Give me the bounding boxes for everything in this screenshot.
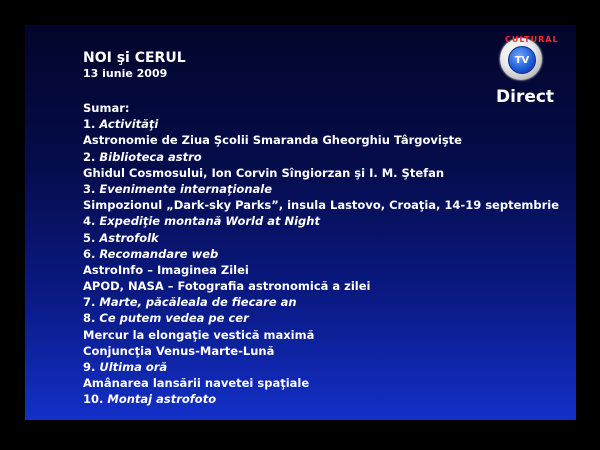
summary-section-item xyxy=(83,149,553,165)
logo-text: TV xyxy=(514,54,530,66)
section-number: 8. xyxy=(83,311,96,326)
section-number: 2. xyxy=(83,149,96,164)
section-number: 9. xyxy=(83,360,96,374)
section-label: Evenimente internaţionale xyxy=(99,181,273,196)
summary-detail-item: Conjuncţia Venus-Marte-Lună xyxy=(83,343,275,358)
section-number: 1. xyxy=(83,117,96,132)
section-label: Biblioteca astro xyxy=(99,149,202,164)
summary-section-item xyxy=(83,359,553,375)
summary-detail-item: Mercur la elongaţie vestică maximă xyxy=(83,327,315,342)
show-title: NOI şi CERUL xyxy=(83,50,186,66)
logo-brand-text: CULTURAL xyxy=(505,35,559,44)
section-label: Ce putem vedea pe cer xyxy=(99,311,249,326)
summary-section-item xyxy=(83,230,553,246)
tv-globe-icon xyxy=(508,46,536,74)
summary-items xyxy=(83,116,560,407)
section-number: 3. xyxy=(83,181,96,196)
live-label: Direct xyxy=(496,87,555,107)
summary-detail-item: Amânarea lansării navetei spaţiale xyxy=(83,376,310,391)
summary-detail-item: AstroInfo – Imaginea Zilei xyxy=(83,262,249,277)
summary-section-item xyxy=(83,294,553,310)
section-number: 10. xyxy=(83,392,104,407)
section-label: Activităţi xyxy=(99,117,159,132)
summary-section-item xyxy=(83,310,553,326)
section-label: Expediţie montană World at Night xyxy=(99,214,320,229)
section-number: 7. xyxy=(83,295,96,310)
section-label: Marte, păcăleala de fiecare an xyxy=(99,295,297,310)
section-number: 6. xyxy=(83,246,96,261)
section-label: Recomandare web xyxy=(99,246,219,261)
summary-detail-item: APOD, NASA – Fotografia astronomică a zilei xyxy=(83,279,371,294)
summary-heading: Sumar: xyxy=(83,101,130,115)
section-label: Ultima oră xyxy=(99,360,168,374)
summary-section-item xyxy=(83,246,553,262)
screen-bezel xyxy=(0,420,600,450)
show-date: 13 iunie 2009 xyxy=(83,67,168,80)
summary-section-item xyxy=(83,181,553,197)
section-label: Astrofolk xyxy=(99,230,159,245)
summary-section-item xyxy=(83,213,553,229)
summary-section-item xyxy=(83,391,553,407)
section-number: 5. xyxy=(83,230,96,245)
summary-section-item xyxy=(83,116,553,132)
section-label: Montaj astrofoto xyxy=(107,392,217,407)
summary-detail-item: Simpozionul „Dark-sky Parks”, insula Lastovo, Croaţia, 14-19 septembrie xyxy=(83,198,560,213)
summary-detail-item: Astronomie de Ziua Şcolii Smaranda Gheorghiu Târgovişte xyxy=(83,133,462,148)
section-number: 4. xyxy=(83,214,96,229)
summary-list xyxy=(83,100,560,408)
summary-detail-item: Ghidul Cosmosului, Ion Corvin Sîngiorzan şi I. M. Ştefan xyxy=(83,165,445,180)
